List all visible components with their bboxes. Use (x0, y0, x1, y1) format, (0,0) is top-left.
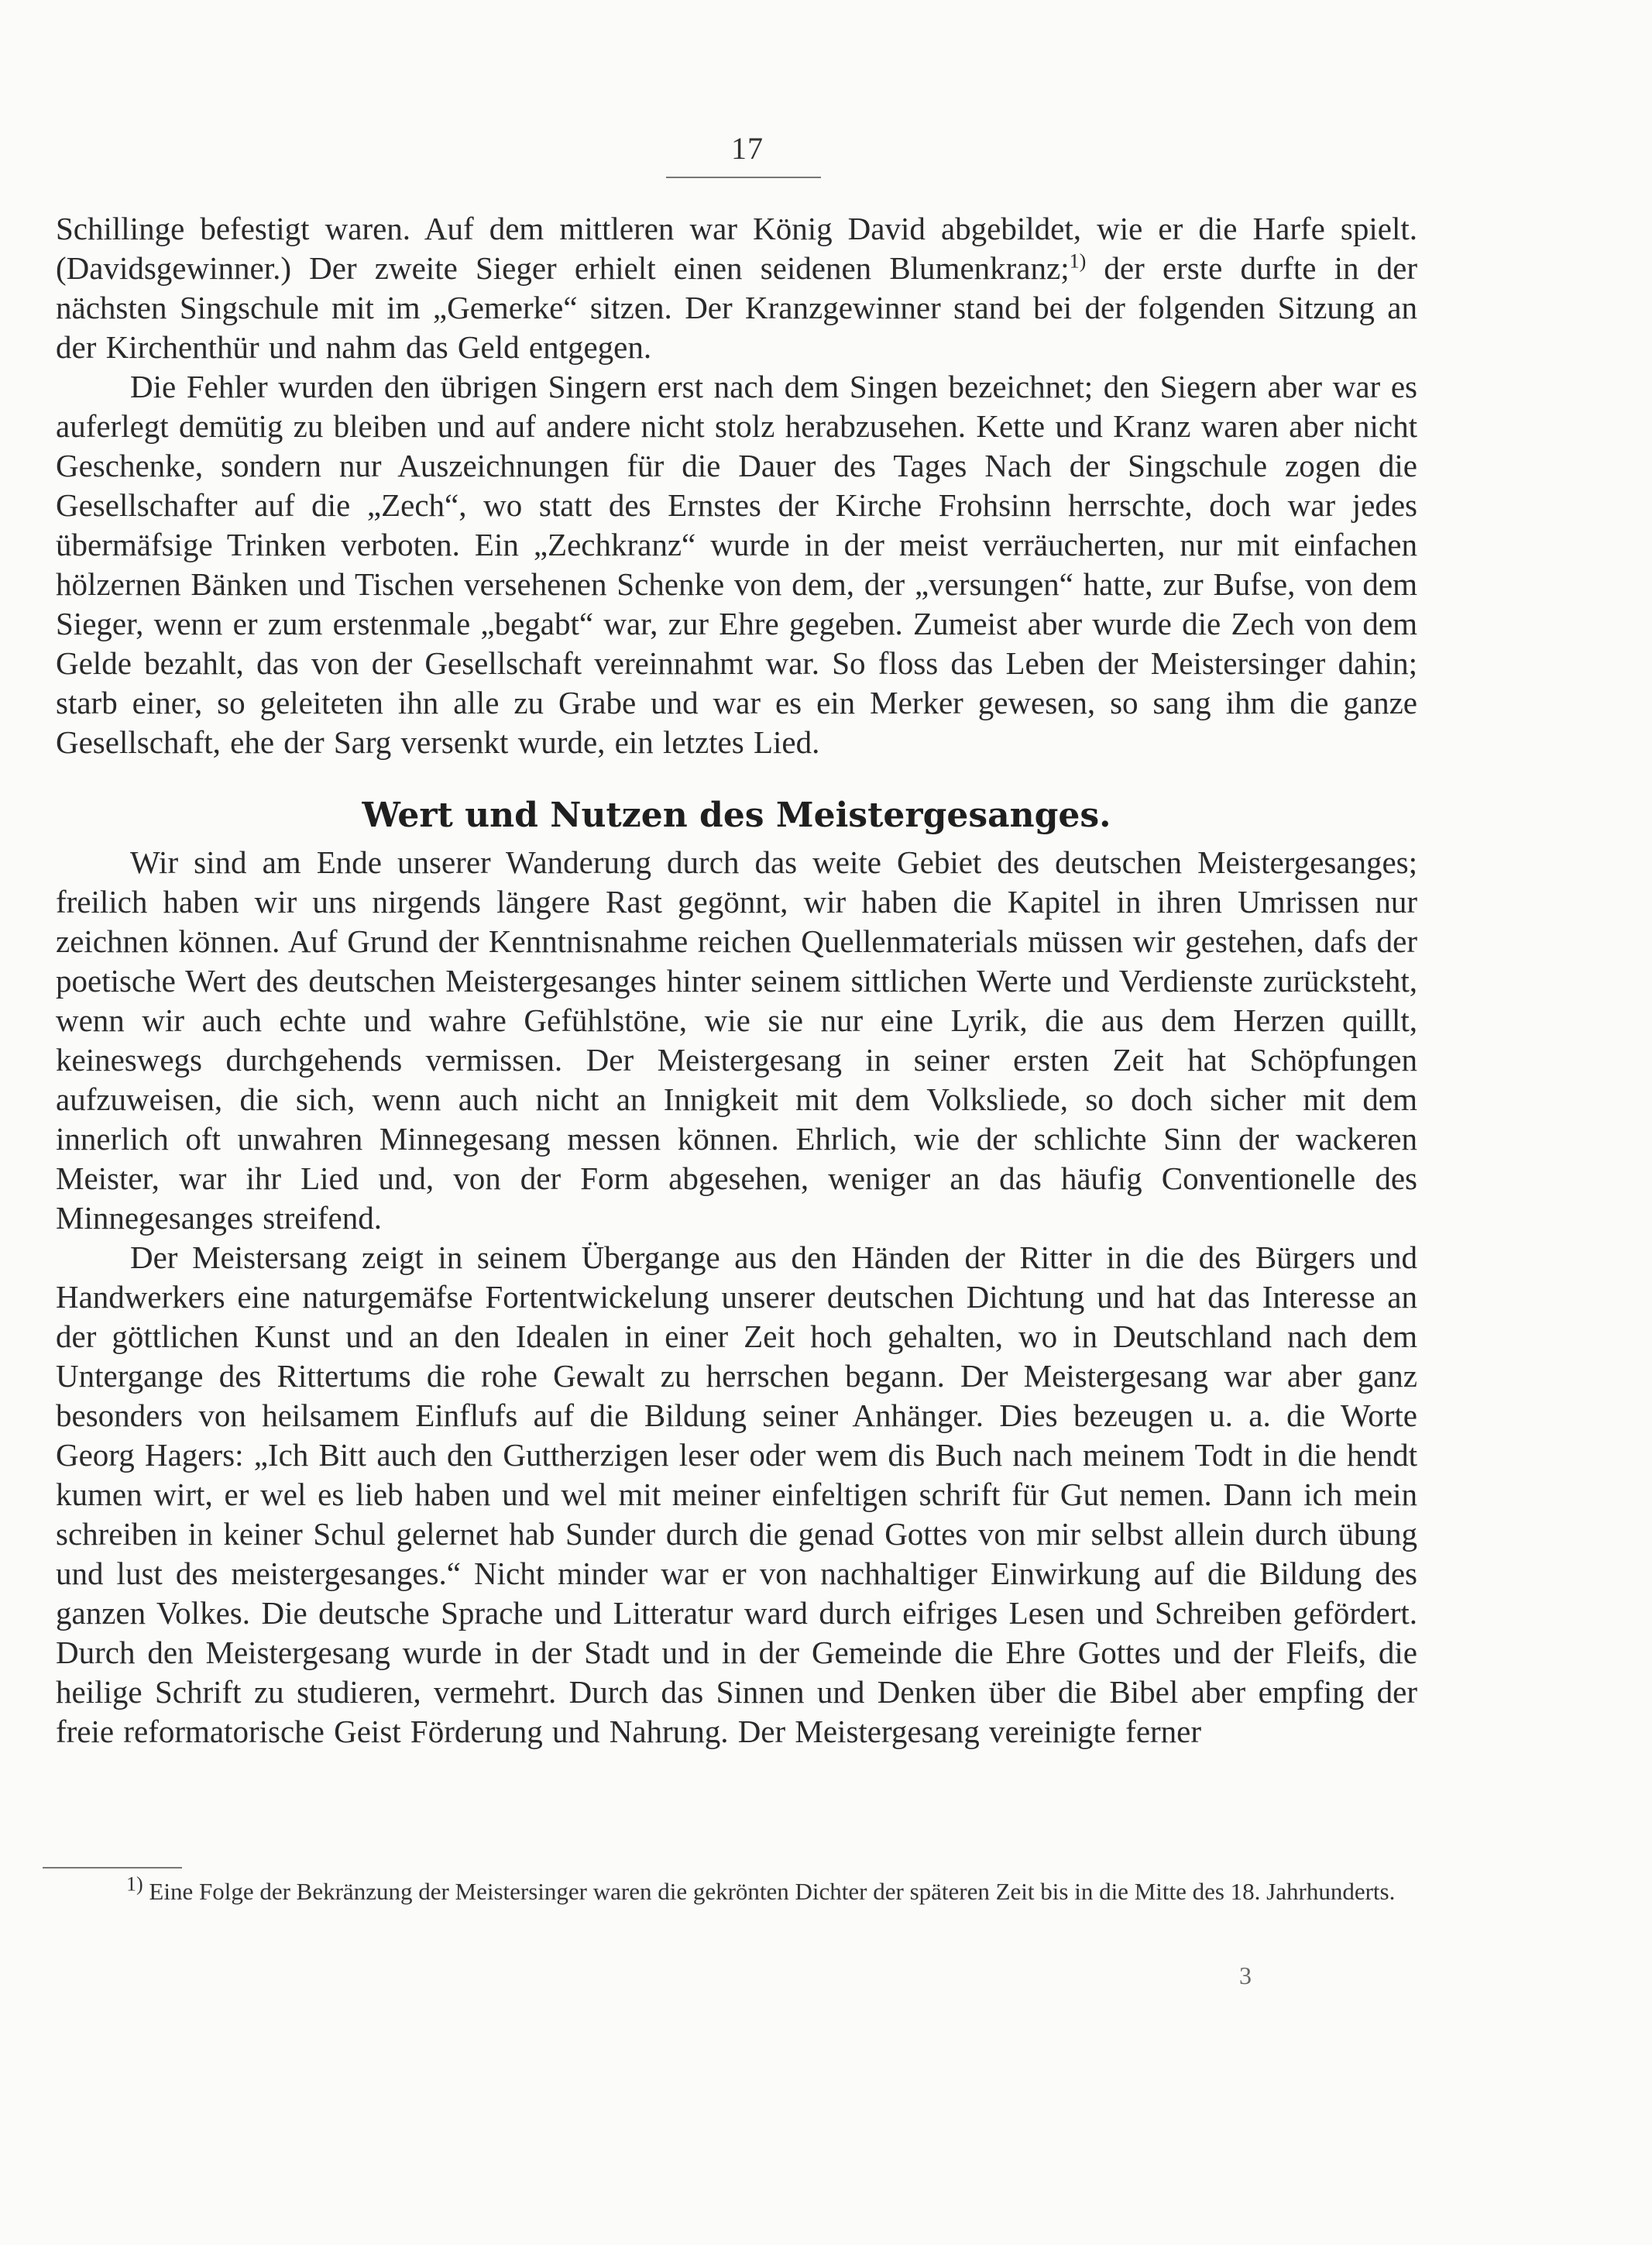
paragraph-2: Die Fehler wurden den übrigen Singern erst nach dem Singen bezeichnet; den Siegern aber war es auferlegt demütig zu bleiben und auf andere nicht stolz herabzusehen. Kette und Kranz waren aber nicht Geschenke, sondern nur Auszeichnungen für die Dauer des Tages Nach der Singschule zogen die Gesellschafter auf die „Zech“, wo statt des Ernstes der Kirche Frohsinn herrschte, doch war jedes übermäfsige Trinken verboten. Ein „Zechkranz“ wurde in der meist verräucherten, nur mit einfachen hölzernen Bänken und Tischen versehenen Schenke von dem, der „versungen“ hatte, zur Bufse, von dem Sieger, wenn er zum erstenmale „begabt“ war, zur Ehre gegeben. Zumeist aber wurde die Zech von dem Gelde bezahlt, das von der Gesellschaft vereinnahmt war. So floss das Leben der Meistersinger dahin; starb einer, so geleiteten ihn alle zu Grabe und war es ein Merker gewesen, so sang ihm die ganze Gesellschaft, ehe der Sarg versenkt wurde, ein letztes Lied. (56, 369, 1417, 760)
paragraph-1-rest: der erste durfte in der nächsten Singschule mit im „Gemerke“ sitzen. Der Kranzgewinner stand bei der folgenden Sitzung an der Kirchenthür und nahm das Geld entgegen. (56, 250, 1417, 365)
footnote-rule (43, 1867, 182, 1869)
paragraph-3: Wir sind am Ende unserer Wanderung durch das weite Gebiet des deutschen Meistergesanges; freilich haben wir uns nirgends längere Rast gegönnt, wir haben die Kapitel in ihren Umrissen nur zeichnen können. Auf Grund der Kenntnisnahme reichen Quellenmaterials müssen wir gestehen, dafs der poetische Wert des deutschen Meistergesanges hinter seinem sittlichen Werte und Verdienste zurücksteht, wenn wir auch echte und wahre Gefühlstöne, wie sie nur eine Lyrik, die aus dem Herzen quillt, keineswegs durchgehends vermissen. Der Meistergesang in seiner ersten Zeit hat Schöpfungen aufzuweisen, die sich, wenn auch nicht an Innigkeit mit dem Volksliede, so doch sicher mit dem innerlich oft unwahren Minnegesang messen können. Ehrlich, wie der schlichte Sinn der wackeren Meister, war ihr Lied und, von der Form abgesehen, weniger an das häufig Conventionelle des Minnegesanges streifend. (56, 844, 1417, 1236)
footnote-text: Eine Folge der Bekränzung der Meistersinger waren die gekrönten Dichter der späteren Zeit bis in die Mitte des 18. Jahrhunderts. (143, 1878, 1396, 1905)
signature-mark: 3 (1239, 1961, 1252, 1989)
footnote-marker: 1) (126, 1872, 143, 1896)
footnote (43, 1872, 1417, 1907)
footnote-line (43, 1872, 1417, 1907)
page-number: 17 (731, 131, 764, 166)
page-number-rule (666, 177, 821, 178)
main-text (56, 209, 1417, 1752)
paragraph-1 (56, 209, 1417, 367)
paragraph-1-text: Schillinge befestigt waren. Auf dem mittleren war König David abgebildet, wie er die Harfe spielt. (Davidsgewinner.) Der zweite Sieger erhielt einen seidenen Blumenkranz; (56, 211, 1417, 286)
footnote-reference: 1) (1069, 249, 1087, 273)
paragraph-4: Der Meistersang zeigt in seinem Übergange aus den Händen der Ritter in die des Bürgers und Handwerkers eine naturgemäfse Fortentwickelung unserer deutschen Dichtung und hat das Interesse an der göttlichen Kunst und an den Idealen in einer Zeit hoch gehalten, wo in Deutschland nach dem Untergange des Rittertums die rohe Gewalt zu herrschen begann. Der Meistergesang war aber ganz besonders von heilsamem Einflufs auf die Bildung seiner Anhänger. Dies bezeugen u. a. die Worte Georg Hagers: „Ich Bitt auch den Guttherzigen leser oder wem dis Buch nach meinem Todt in die hendt kumen wirt, er wel es lieb haben und wel mit meiner einfeltigen schrift für Gut nemen. Dann ich mein schreiben in keiner Schul gelernet hab Sunder durch die genad Gottes von mir selbst allein durch übung und lust des meistergesanges.“ Nicht minder war er von nachhaltiger Einwirkung auf die Bildung des ganzen Volkes. Die deutsche Sprache und Litteratur ward durch eifriges Lesen und Schreiben gefördert. Durch den Meistergesang wurde in der Stadt und in der Gemeinde die Ehre Gottes und der Fleifs, die heilige Schrift zu studieren, vermehrt. Durch das Sinnen und Denken über die Bibel aber empfing der freie reformatorische Geist Förderung und Nahrung. Der Meistergesang vereinigte ferner (56, 1239, 1417, 1749)
section-heading: Wert und Nutzen des Meistergesanges. (362, 796, 1111, 835)
